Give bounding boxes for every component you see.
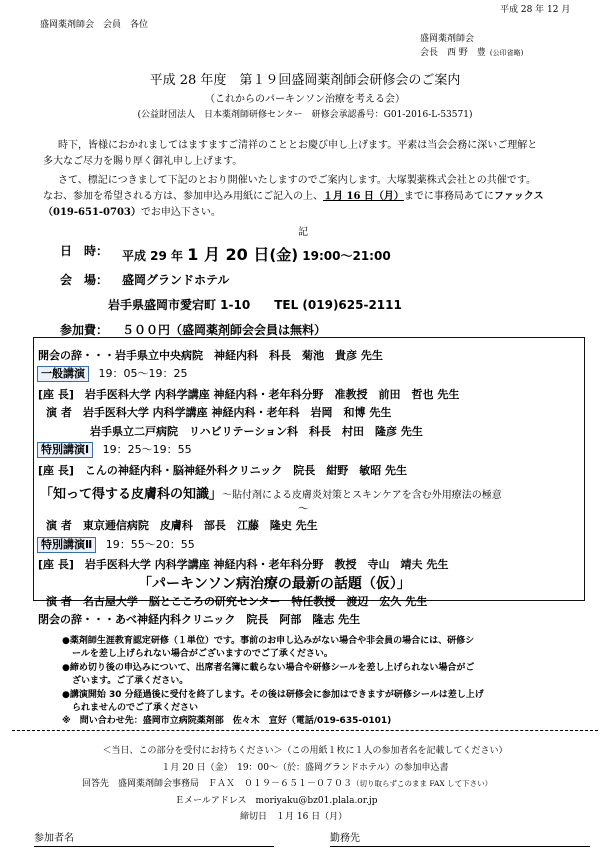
notice-line-2 [43,187,544,202]
fee-value: ５００円（盛岡薬剤師会会員は無料） [122,323,327,337]
form-title: １月 20 日（金） 19：00～（於：盛岡グランドホテル）の参加申込書 [161,763,449,773]
venue-value: 盛岡グランドホテル [122,273,230,287]
note-1-line-1: ●薬剤師生涯教育認定研修（１単位）です。事前のお申し込みがない場合や非会員の場合には、研修シ [62,636,475,646]
general-lecture-header [37,365,188,382]
participant-name-line[interactable] [34,846,274,847]
form-instruction: ＜当日、この部分を受付にお持ちください＞（この用紙１枚に１人の参加者名を記載してください） [102,746,508,756]
date-time: 19:00～21:00 [302,249,391,263]
date-value [122,242,391,265]
special1-chair: [座 長] こんの神経内科・脳神経外科クリニック 院長 紺野 敏昭 先生 [38,464,408,477]
fax-number: （019-651-0703） [43,207,141,218]
sender-org: 盛岡薬剤師会 [420,34,475,44]
notice-line-3 [43,203,221,218]
special1-header [37,441,192,458]
note-1-line-2: ールを差し上げられない場合がございますのでご了承ください。 [72,649,333,659]
form-reply-to-main: 回答先 盛岡薬剤師会事務局 ＦＡＸ ０１９－６５１－０７０３ [82,779,353,789]
special2-header [37,536,195,553]
special2-tag: 特別講演Ⅱ [37,537,96,553]
special1-speaker: 演 者 東京逓信病院 皮膚科 部長 江藤 隆史 先生 [46,519,318,532]
venue-address: 岩手県盛岡市愛宕町 1-10 TEL (019)625-2111 [108,298,402,312]
fax-label: ファックス [493,191,544,202]
notice-line-2c: までに事務局あてに [403,191,494,202]
recipient: 盛岡薬剤師会 会員 各位 [40,20,149,30]
special2-speaker: 演 者 名古屋大学 脳とこころの研究センター 特任教授 渡辺 宏久 先生 [46,595,428,608]
page-subtitle: （これからのパーキンソン治療を考える会） [205,94,405,105]
general-speaker: 演 者 岩手医科大学 内科学講座 神経内科・老年科 岩岡 和博 先生 [46,406,392,419]
page-title: 平成 28 年度 第１９回盛岡薬剤師会研修会のご案内 [149,73,461,88]
certification-note: (公益財団法人 日本薬剤師研修センター 研修会承認番号：G01-2016-L-53571) [137,110,473,120]
form-reply-to [82,776,492,789]
workplace-line[interactable] [330,846,590,847]
cut-line [12,730,598,731]
special1-title-tilde: ～ [298,502,309,515]
date-year: 平成 29 年 [122,249,184,263]
special2-title: 「パーキンソン病治療の最新の話題（仮）」 [138,576,411,592]
sender-note: (公印省略) [489,49,524,57]
notice-line-2a: なお、参加を希望される方は、参加申込み用紙にご記入の上、 [43,191,323,202]
venue-label: 会 場： [60,273,109,287]
special2-chair: [座 長] 岩手医科大学 内科学講座 神経内科・老年科分野 教授 寺山 靖夫 先生 [38,558,449,571]
special1-title-sub: ～貼付剤による皮膚炎対策とスキンケアを含む外用療法の極意 [222,490,502,501]
greeting-line-1: 時下，皆様におかれましてはますますご清祥のこととお慶び申し上げます。平素は当会会務に深いご理解と [58,140,538,151]
opening-remarks: 開会の辞・・・岩手県立中央病院 神経内科 科長 菊池 貴彦 先生 [38,349,383,362]
special2-time: 19：55～20：55 [105,538,195,551]
participant-name-label: 参加者名 [34,833,74,844]
note-2-line-1: ●締め切り後の申込みについて、出席者名簿に載らない場合や研修シールを差し上げられない場合がご [62,663,475,673]
special1-time: 19：25～19：55 [102,443,192,456]
general-lecture-tag: 一般講演 [37,366,89,382]
special1-title [40,483,502,502]
note-2-line-2: ざいます。ご了承ください。 [72,676,189,686]
closing-remarks: 閉会の辞・・・あべ神経内科クリニック 院長 阿部 隆志 先生 [38,613,361,626]
workplace-label: 勤務先 [330,833,360,844]
fee-label: 参加費： [60,323,109,337]
contact-note: ※ 問い合わせ先：盛岡市立病院薬剤部 佐々木 宣好（電話/019-635-0101) [62,716,392,726]
deadline-text: １月 16 日（月） [323,191,404,202]
date-weekday: (金) [269,246,299,264]
note-3-line-2: られませんのでご了承ください [72,703,199,713]
general-speaker-2: 岩手県立二戸病院 リハビリテーション科 科長 村田 隆彦 先生 [90,425,423,438]
date-day: 1 月 20 日 [187,245,270,264]
form-email: Ｅメールアドレス moriyaku@bz01.plala.or.jp [175,796,378,806]
issue-date: 平成 28 年 12 月 [500,5,571,15]
general-chair: [座 長] 岩手医科大学 内科学講座 神経内科・老年科分野 准教授 前田 哲也 先生 [38,388,460,401]
special1-title-main: 「知って得する皮膚科の知識」 [40,487,223,502]
greeting-line-2: 多大なご尽力を賜り厚く御礼申し上げます。 [43,156,243,167]
date-label: 日 時： [60,244,109,258]
form-reply-to-note: （切り取らずこのまま FAX して下さい） [352,779,493,788]
sender-name-text: 会長 西 野 豊 [420,48,486,58]
note-3-line-1: ●講演開始 30 分経過後に受付を終了します。その後は研修会に参加はできますが研修シールは差し上げ [62,690,484,700]
sender-name [420,45,523,58]
notice-line-3b: でお申込下さい。 [140,207,221,218]
ki-mark: 記 [298,227,308,238]
form-deadline: 締切日 １月 16 日（月） [240,812,348,822]
notice-line-1: さて、標記につきまして下記のとおり開催いたしますのでご案内します。大塚製薬株式会社との共催です。 [58,175,536,186]
special1-tag: 特別講演Ⅰ [37,442,93,458]
general-lecture-time: 19：05～19：25 [98,367,188,380]
